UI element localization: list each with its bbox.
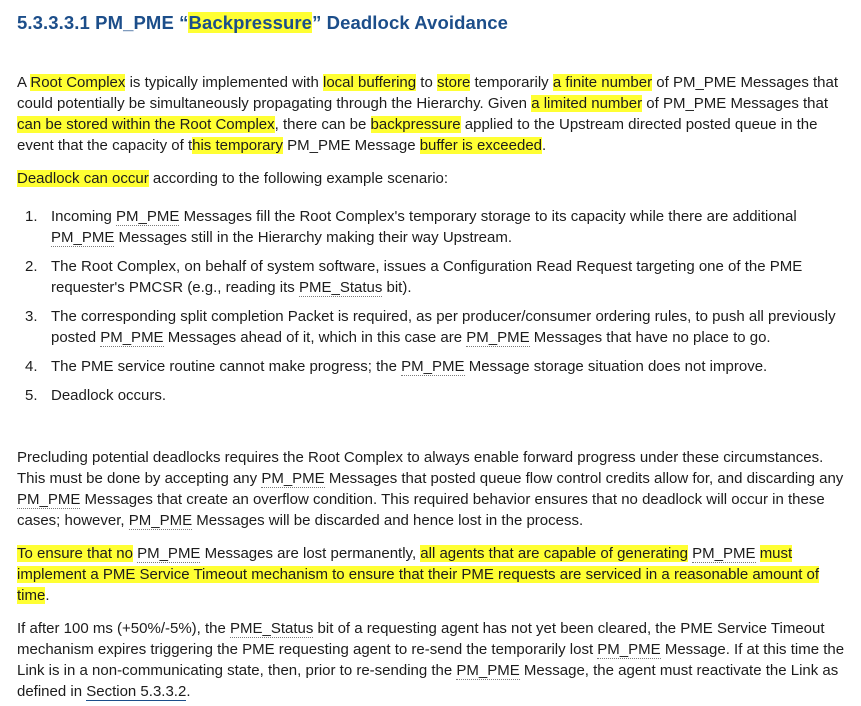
list-item — [17, 385, 853, 406]
highlight: backpressure — [370, 116, 461, 133]
highlight: a finite number — [552, 74, 653, 91]
text: The corresponding split completion Packet is required, as per producer/consumer ordering rules, to push all previously posted — [51, 308, 836, 346]
text: Messages ahead of it, which in this case are — [163, 329, 467, 346]
text: is typically implemented with — [125, 74, 323, 91]
term-reference[interactable]: PM_PME — [456, 662, 520, 679]
text: Messages that posted queue flow control credits allow for, and discarding any — [324, 470, 844, 487]
paragraph-root-complex-buffering — [17, 72, 853, 156]
term-reference[interactable]: PM_PME — [116, 208, 180, 225]
text: temporarily — [470, 74, 553, 91]
text: . — [542, 137, 547, 154]
list-number: 5. — [25, 387, 38, 404]
text: bit). — [382, 279, 412, 296]
highlight: a limited number — [531, 95, 643, 112]
term-reference[interactable]: PM_PME — [597, 641, 661, 658]
text: Message storage situation does not improve. — [464, 358, 768, 375]
text: bit of a requesting agent has not yet been cleared, the PME Service Timeout mechanism expires triggering the PME requesting agent to re-send the temporarily lost — [17, 620, 825, 658]
text: A — [17, 74, 31, 91]
text: of PM_PME Messages that could potentially be simultaneously propagating through the Hierarchy. Given — [17, 74, 839, 112]
term-reference[interactable]: PM_PME — [401, 358, 465, 375]
paragraph-deadlock-intro — [17, 168, 853, 189]
term-reference[interactable]: PM_PME — [137, 545, 201, 562]
text: . — [186, 683, 191, 700]
term-reference[interactable]: PM_PME — [692, 545, 756, 562]
paragraph-pme-service-timeout — [17, 543, 853, 606]
highlight: buffer is exceeded — [419, 137, 543, 154]
text: The PME service routine cannot make progress; the — [51, 358, 402, 375]
heading-text-post: ” Deadlock Avoidance — [312, 12, 509, 33]
term-reference[interactable]: PM_PME — [51, 229, 115, 246]
paragraph-timeout-details — [17, 618, 853, 702]
text: Messages that have no place to go. — [529, 329, 771, 346]
text: Message, the agent must reactivate the Link as defined in — [17, 662, 839, 700]
text: Incoming — [51, 208, 117, 225]
text: Messages are lost permanently, — [200, 545, 421, 562]
paragraph-precluding-deadlocks — [17, 447, 853, 531]
scenario-list — [17, 206, 853, 414]
section-number: 5.3.3.3.1 — [17, 12, 90, 33]
highlight: store — [436, 74, 471, 91]
text: according to the following example scenario: — [148, 170, 449, 187]
list-item — [17, 356, 853, 377]
highlight: all agents that are capable of generating — [420, 545, 688, 562]
list-item — [17, 256, 853, 298]
text: Message. If at this time the Link is in a non-communicating state, then, prior to re-sending the — [17, 641, 845, 679]
highlight: can be stored within the Root Complex — [17, 116, 275, 133]
text: Messages fill the Root Complex's temporary storage to its capacity while there are additional — [179, 208, 797, 225]
highlight: To ensure that no — [17, 545, 133, 562]
list-number: 4. — [25, 358, 38, 375]
list-number: 3. — [25, 308, 38, 325]
list-item — [17, 306, 853, 348]
list-number: 1. — [25, 208, 38, 225]
text: of PM_PME Messages that — [642, 95, 829, 112]
term-reference[interactable]: PM_PME — [100, 329, 164, 346]
section-link[interactable]: Section 5.3.3.2 — [86, 683, 187, 700]
text: Messages will be discarded and hence lost in the process. — [192, 512, 584, 529]
text: Messages still in the Hierarchy making their way Upstream. — [114, 229, 512, 246]
section-heading — [17, 12, 508, 34]
heading-highlight: Backpressure — [188, 12, 313, 33]
list-item — [17, 206, 853, 248]
term-reference[interactable]: PM_PME — [466, 329, 530, 346]
text: , there can be — [274, 116, 371, 133]
text: Deadlock occurs. — [51, 387, 167, 404]
text: to — [416, 74, 437, 91]
text: Messages that create an overflow condition. This required behavior ensures that no deadlock will occur in these cases; however, — [17, 491, 825, 529]
term-reference[interactable]: PME_Status — [230, 620, 314, 637]
text: The Root Complex, on behalf of system software, issues a Configuration Read Request targeting one of the PME requester's PMCSR (e.g., reading its — [51, 258, 803, 296]
term-reference[interactable]: PME_Status — [298, 279, 383, 296]
text: Precluding potential deadlocks requires the Root Complex to always enable forward progress under these circumstances. This must be done by accepting any — [17, 449, 824, 487]
text: If after 100 ms (+50%/-5%), the — [17, 620, 231, 637]
list-number: 2. — [25, 258, 38, 275]
text: . — [45, 587, 50, 604]
highlight: his temporary — [192, 137, 283, 154]
heading-text-pre: PM_PME “ — [95, 12, 189, 33]
highlight: local buffering — [322, 74, 417, 91]
text: PM_PME Message — [282, 137, 420, 154]
term-reference[interactable]: PM_PME — [17, 491, 81, 508]
term-reference[interactable]: PM_PME — [128, 512, 193, 529]
highlight: Root Complex — [30, 74, 126, 91]
highlight: must implement a PME Service Timeout mechanism to ensure that their PME requests are serviced in a reasonable amount of time — [17, 545, 820, 604]
text: applied to the Upstream directed posted queue in the event that the capacity of t — [17, 116, 818, 154]
term-reference[interactable]: PM_PME — [261, 470, 325, 487]
highlight: Deadlock can occur — [17, 170, 149, 187]
